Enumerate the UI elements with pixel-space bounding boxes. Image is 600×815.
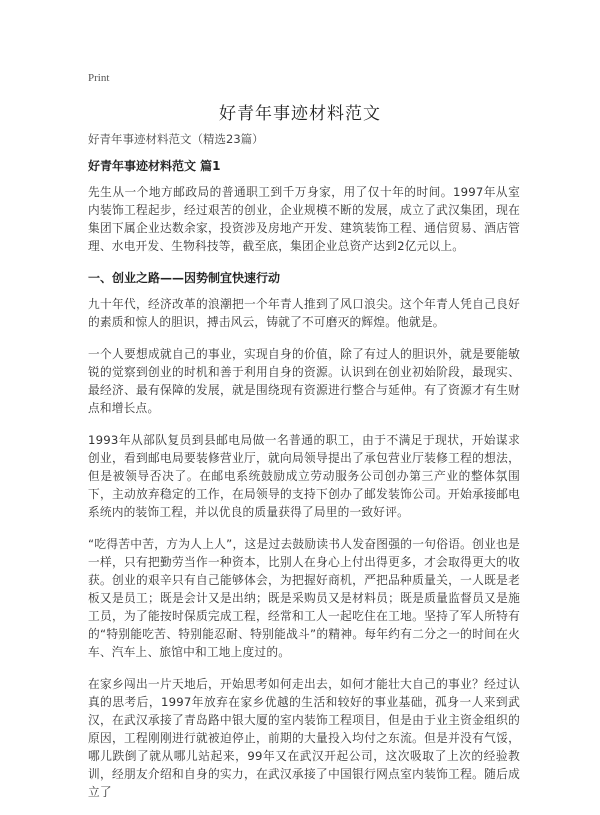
print-label[interactable]: Print [88,72,110,84]
document-subtitle: 好青年事迹材料范文（精选23篇） [88,132,264,146]
paragraph: 一个人要想成就自己的事业，实现自身的价值，除了有过人的胆识外，就是要能敏锐的觉察到创业的时机和善于利用自身的资源。认识到在创业初始阶段，最现实、最经济、最有保障的发展，就是围绕现有资源进行整合与延伸。有了资源才有生财点和增长点。 [88,347,520,415]
paragraph: 九十年代，经济改革的浪潮把一个年青人推到了风口浪尖。这个年青人凭自己良好的素质和惊人的胆识，搏击风云，铸就了不可磨灭的辉煌。他就是。 [88,297,520,329]
document-body [88,130,520,815]
article-heading: 好青年事迹材料范文 篇1 [88,159,221,173]
page-title: 好青年事迹材料范文 [219,104,381,124]
paragraph: 在家乡闯出一片天地后，开始思考如何走出去，如何才能壮大自己的事业？经过认真的思考后，1997年放弃在家乡优越的生活和较好的事业基础，孤身一人来到武汉，在武汉承接了青岛路中银大厦的室内装饰工程项目，但是由于业主资金组织的原因，工程刚刚进行就被迫停止，前期的大量投入均付之东流。但是并没有气馁，哪儿跌倒了就从哪儿站起来，99年又在武汉开起公司，这次吸取了上次的经验教训，经朋友介绍和自身的实力，在武汉承接了中国银行网点室内装饰工程。随后成立了 [88,677,520,799]
paragraph: “吃得苦中苦，方为人上人”，这是过去鼓励读书人发奋图强的一句俗语。创业也是一样，只有把勤劳当作一种资本，比别人在身心上付出得更多，才会取得更大的收获。创业的艰辛只有自己能够体会，为把握好商机，严把品种质量关，一人既是老板又是员工；既是会计又是出纳；既是采购员又是材料员；既是质量监督员又是施工员，为了能按时保质完成工程，经常和工人一起吃住在工地。坚持了军人所特有的“特别能吃苦、特别能忍耐、特别能战斗”的精神。每年约有二分之一的时间在火车、汽车上、旅馆中和工地上度过的。 [88,537,520,659]
section-heading: 一、创业之路——因势制宜快速行动 [88,271,281,285]
paragraph: 1993年从部队复员到县邮电局做一名普通的职工，由于不满足于现状，开始谋求创业，看到邮电局要装修营业厅，就向局领导提出了承包营业厅装修工程的想法，但是被领导否决了。在邮电系统鼓励成立劳动服务公司创办第三产业的整体氛围下，主动放弃稳定的工作，在局领导的支持下创办了邮发装饰公司。开始承接邮电系统内的装饰工程，并以优良的质量获得了局里的一致好评。 [88,433,520,519]
intro-paragraph: 先生从一个地方邮政局的普通职工到千万身家，用了仅十年的时间。1997年从室内装饰工程起步，经过艰苦的创业，企业规模不断的发展，成立了武汉集团，现在集团下属企业达数余家，投资涉及房地产开发、建筑装饰工程、通信贸易、酒店管理、水电开发、生物科技等，截至底，集团企业总资产达到2亿元以上。 [88,185,520,253]
